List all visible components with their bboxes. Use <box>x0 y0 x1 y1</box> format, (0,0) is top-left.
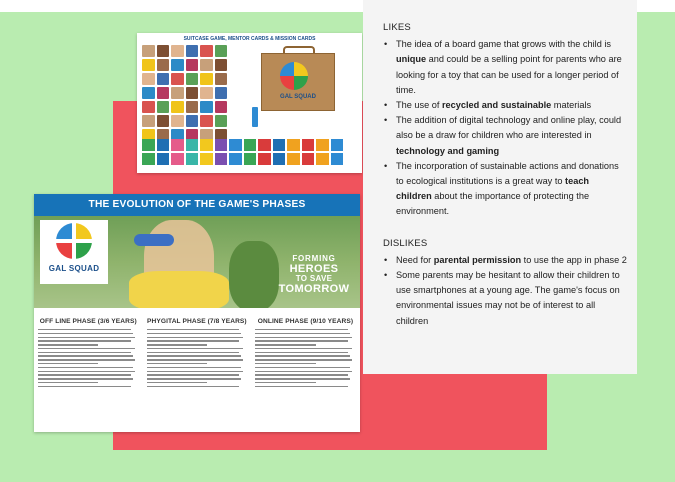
card-thumbnail <box>142 115 155 127</box>
likes-list <box>383 37 627 219</box>
dislikes-list <box>383 253 627 329</box>
card-thumbnail <box>200 45 213 57</box>
poster-title: THE EVOLUTION OF THE GAME'S PHASES <box>34 194 360 216</box>
text-line <box>255 378 350 379</box>
card-row <box>142 87 252 99</box>
text-line <box>147 352 240 353</box>
card-thumbnail <box>229 139 242 151</box>
card-thumbnail <box>171 45 184 57</box>
slogan-line-2: HEROES <box>289 263 339 275</box>
text-line <box>255 355 350 356</box>
evolution-poster <box>34 194 360 432</box>
card-thumbnail <box>200 87 213 99</box>
card-thumbnail <box>186 139 199 151</box>
logo-text: GAL SQUAD <box>48 264 100 273</box>
card-thumbnail <box>258 153 271 165</box>
card-thumbnail <box>215 139 228 151</box>
phase-heading: OFF LINE PHASE (3/6 YEARS) <box>39 318 137 325</box>
slogan-line-4: TOMORROW <box>278 283 350 295</box>
card-thumbnail <box>171 101 184 113</box>
card-thumbnail <box>171 153 184 165</box>
card-thumbnail <box>157 73 170 85</box>
card-thumbnail <box>215 87 228 99</box>
card-thumbnail <box>215 45 228 57</box>
card-thumbnail <box>331 139 344 151</box>
likes-item: • The incorporation of sustainable actions and donations to ecological institutions is a great way to teach children about the importance of protecting the environment. <box>383 159 627 220</box>
card-thumbnail <box>142 73 155 85</box>
suitcase-game-image <box>137 33 362 173</box>
text-line <box>147 371 244 372</box>
text-line <box>255 382 315 383</box>
card-thumbnail <box>215 73 228 85</box>
text-line <box>38 371 135 372</box>
dislikes-heading: DISLIKES <box>383 237 428 249</box>
card-thumbnail <box>273 153 286 165</box>
card-thumbnail <box>287 153 300 165</box>
text-line <box>255 337 352 338</box>
card-thumbnail <box>258 139 271 151</box>
text-line <box>255 340 348 341</box>
card-thumbnail <box>157 115 170 127</box>
slogan-line-1: FORMING <box>292 254 336 263</box>
card-thumbnail <box>171 59 184 71</box>
text-line <box>38 352 131 353</box>
card-thumbnail <box>186 59 199 71</box>
text-line <box>147 329 240 330</box>
text-line <box>147 333 242 334</box>
text-line <box>255 352 348 353</box>
text-line <box>38 337 135 338</box>
card-thumbnail <box>316 153 329 165</box>
card-thumbnail <box>200 101 213 113</box>
text-line <box>38 355 133 356</box>
card-thumbnail <box>215 59 228 71</box>
card-thumbnail <box>215 101 228 113</box>
text-line <box>147 386 240 387</box>
likes-item: • The use of recycled and sustainable materials <box>383 98 627 113</box>
card-thumbnail <box>157 59 170 71</box>
suitcase-box <box>261 53 335 111</box>
phase-text-lines <box>255 329 356 387</box>
card-thumbnail <box>331 153 344 165</box>
card-thumbnail <box>171 139 184 151</box>
text-line <box>38 386 131 387</box>
text-line <box>147 382 207 383</box>
card-thumbnail <box>244 139 257 151</box>
card-thumbnail <box>215 115 228 127</box>
card-thumbnail <box>316 139 329 151</box>
photo-mask <box>134 234 174 246</box>
likes-heading: LIKES <box>383 22 411 33</box>
gal-squad-logo <box>40 220 108 284</box>
card-row <box>142 101 252 113</box>
card-thumbnail <box>215 153 228 165</box>
card-thumbnail <box>142 153 155 165</box>
card-thumbnail <box>273 139 286 151</box>
phase-heading: PHYGITAL PHASE (7/8 YEARS) <box>147 318 247 325</box>
card-row <box>142 45 252 57</box>
phase-online <box>251 318 360 390</box>
text-line <box>147 340 240 341</box>
card-thumbnail <box>157 153 170 165</box>
mentor-cards-grid <box>142 45 252 143</box>
text-line <box>38 359 135 360</box>
text-line <box>255 386 348 387</box>
photo-child-right <box>229 241 279 308</box>
text-line <box>147 363 207 364</box>
card-row <box>142 139 347 151</box>
card-thumbnail <box>186 45 199 57</box>
text-line <box>255 367 350 368</box>
card-row <box>142 153 347 165</box>
card-row <box>142 115 252 127</box>
photo-cape <box>129 271 229 308</box>
suitcase-label: GAL SQUAD <box>280 94 316 100</box>
text-line <box>147 374 240 375</box>
text-line <box>255 359 352 360</box>
card-thumbnail <box>171 73 184 85</box>
phase-text-lines <box>147 329 248 387</box>
text-line <box>255 371 352 372</box>
card-thumbnail <box>142 45 155 57</box>
poster-photo <box>34 216 360 308</box>
card-thumbnail <box>186 115 199 127</box>
text-line <box>147 344 207 345</box>
dislikes-item: • Need for parental permission to use the app in phase 2 <box>383 253 627 268</box>
card-thumbnail <box>186 73 199 85</box>
text-line <box>147 348 244 349</box>
text-line <box>147 355 242 356</box>
suitcase-image-title: SUITCASE GAME, MENTOR CARDS & MISSION CARDS <box>183 36 316 42</box>
text-line <box>38 378 133 379</box>
card-thumbnail <box>244 153 257 165</box>
dislikes-item: • Some parents may be hesitant to allow their children to use smartphones at a young age. The game's focus on environmental issues may not be of interest to all children <box>383 268 627 329</box>
likes-item: • The addition of digital technology and online play, could also be a draw for children who are interested in technology and gaming <box>383 113 627 159</box>
slogan <box>274 254 354 294</box>
card-thumbnail <box>200 139 213 151</box>
text-line <box>255 329 348 330</box>
card-thumbnail <box>302 139 315 151</box>
mission-cards-row <box>142 139 347 167</box>
card-thumbnail <box>200 73 213 85</box>
text-line <box>147 337 244 338</box>
text-line <box>255 374 348 375</box>
card-thumbnail <box>142 101 155 113</box>
text-line <box>38 382 98 383</box>
card-row <box>142 73 252 85</box>
likes-item: • The idea of a board game that grows with the child is unique and could be a selling point for parents who are looking for a toy that can be used for a longer period of time. <box>383 37 627 98</box>
text-line <box>38 333 133 334</box>
phase-phygital <box>143 318 252 390</box>
text-line <box>147 367 242 368</box>
card-thumbnail <box>229 153 242 165</box>
card-thumbnail <box>186 153 199 165</box>
card-thumbnail <box>287 139 300 151</box>
text-line <box>38 367 133 368</box>
text-line <box>147 378 242 379</box>
card-thumbnail <box>171 87 184 99</box>
card-thumbnail <box>157 101 170 113</box>
card-thumbnail <box>157 87 170 99</box>
card-thumbnail <box>302 153 315 165</box>
card-thumbnail <box>142 139 155 151</box>
slogan-line-3: TO SAVE <box>295 274 333 283</box>
logo-cross-horizontal <box>56 239 92 243</box>
feedback-panel <box>363 0 637 374</box>
text-line <box>255 333 350 334</box>
card-thumbnail <box>200 59 213 71</box>
text-line <box>255 344 315 345</box>
text-line <box>38 374 131 375</box>
phase-text-lines <box>38 329 139 387</box>
phase-offline <box>34 318 143 390</box>
card-thumbnail <box>186 101 199 113</box>
text-line <box>147 359 244 360</box>
card-row <box>142 59 252 71</box>
text-line <box>38 340 131 341</box>
phases-columns <box>34 318 360 390</box>
text-line <box>255 348 352 349</box>
text-line <box>38 344 98 345</box>
bottle-icon <box>252 107 258 127</box>
card-thumbnail <box>142 59 155 71</box>
card-thumbnail <box>200 115 213 127</box>
card-thumbnail <box>142 87 155 99</box>
text-line <box>38 348 135 349</box>
gal-squad-logo-icon <box>280 62 308 90</box>
card-thumbnail <box>157 139 170 151</box>
card-thumbnail <box>186 87 199 99</box>
card-thumbnail <box>157 45 170 57</box>
card-thumbnail <box>200 153 213 165</box>
text-line <box>38 329 131 330</box>
text-line <box>38 363 98 364</box>
text-line <box>255 363 315 364</box>
card-thumbnail <box>171 115 184 127</box>
phase-heading: ONLINE PHASE (9/10 YEARS) <box>257 318 354 325</box>
